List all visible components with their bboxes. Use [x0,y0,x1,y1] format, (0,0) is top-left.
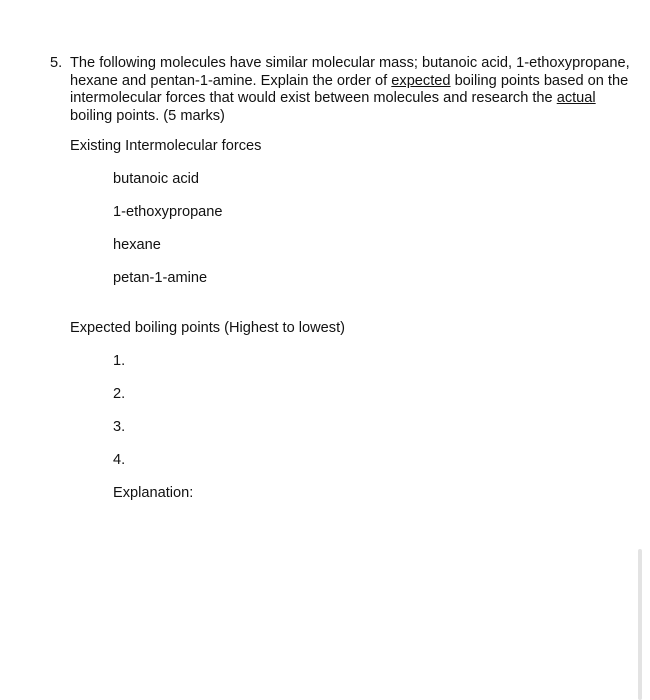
explanation-label: Explanation: [113,485,194,501]
question-number: 5. [50,55,63,71]
rank-2: 2. [113,386,126,402]
rank-3: 3. [113,419,126,435]
molecule-hexane: hexane [113,237,161,253]
molecule-petan-amine: petan-1-amine [113,270,208,286]
underlined-expected: expected [391,72,451,89]
question-text-part3: boiling points. (5 marks) [70,107,225,124]
vertical-scrollbar[interactable] [638,549,642,700]
question-text-part2: boiling points based on the intermolecular forces that would exist between molecules and research the [70,72,629,106]
intermolecular-forces-heading: Existing Intermolecular forces [70,138,262,154]
question-5 [50,55,630,125]
rank-1: 1. [113,353,126,369]
question-text [70,55,630,125]
molecule-ethoxypropane: 1-ethoxypropane [113,204,223,220]
boiling-points-heading: Expected boiling points (Highest to lowest) [70,320,345,336]
question-text-part1: The following molecules have similar molecular mass; butanoic acid, 1-ethoxypropane, hexane and pentan-1-amine. Explain the order of [70,55,630,89]
molecule-butanoic-acid: butanoic acid [113,171,200,187]
underlined-actual: actual [556,90,596,106]
rank-4: 4. [113,452,126,468]
